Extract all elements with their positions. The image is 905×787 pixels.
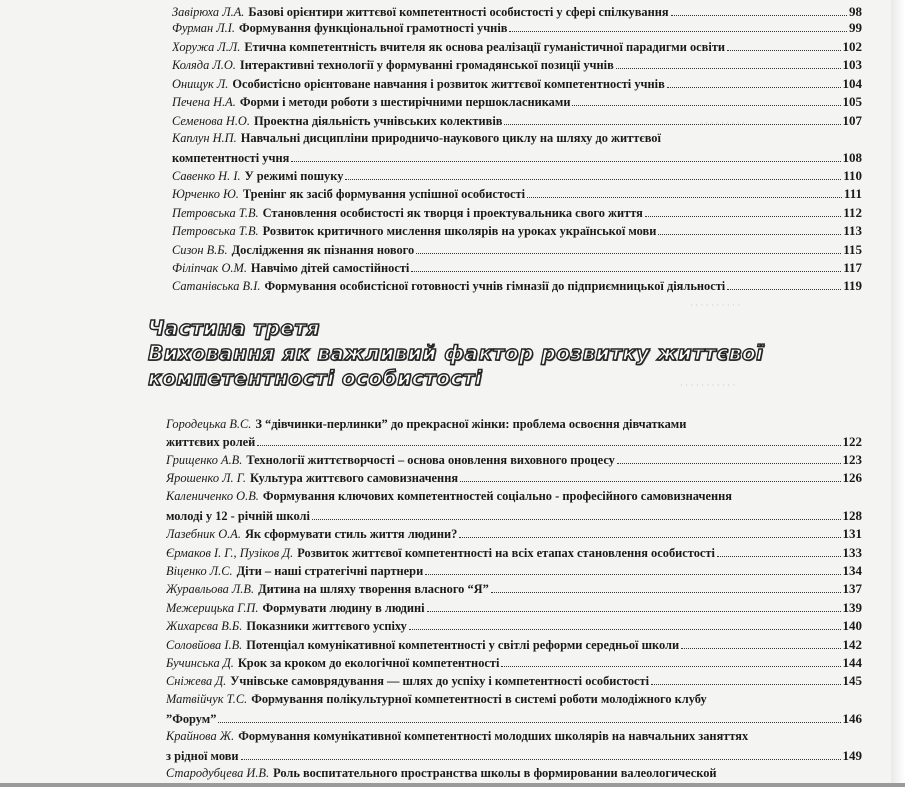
toc-author: Соловйова І.В. [166, 638, 243, 652]
toc-author: Савенко Н. І. [172, 169, 241, 183]
toc-title: Формування функціональної грамотності учнів [238, 21, 508, 35]
toc-leader-dots [460, 471, 840, 482]
toc-leader-dots [727, 279, 841, 290]
toc-page-number: 112 [843, 205, 862, 220]
bleed-through: · · · · · · · · · [700, 118, 745, 128]
toc-leader-dots [501, 656, 840, 667]
toc-page-number: 137 [842, 581, 862, 596]
toc-leader-dots [491, 582, 841, 593]
toc-page-number: 134 [842, 563, 862, 578]
toc-entry-line [166, 563, 862, 579]
toc-entry-line [172, 76, 862, 92]
toc-page-number: 115 [843, 242, 862, 257]
toc-title: Базові орієнтири життєвої компетентності особистості у сфері спілкування [248, 5, 669, 19]
toc-title: У режимі пошуку [244, 169, 344, 183]
toc-entry-line [172, 57, 862, 73]
toc-entry-line [172, 242, 862, 258]
toc-entry-line [172, 4, 862, 20]
toc-page-number: 108 [842, 150, 862, 165]
toc-title-continued: молоді у 12 - річній школі [166, 509, 310, 523]
toc-entry-line [166, 526, 862, 542]
toc-leader-dots [459, 527, 840, 538]
toc-entry-line [172, 223, 862, 239]
toc-entry-line [166, 692, 862, 707]
toc-leader-dots [616, 58, 841, 69]
toc-author: Бучинська Д. [166, 656, 234, 670]
toc-page-number: 144 [842, 655, 862, 670]
toc-entry-line [172, 278, 862, 294]
toc-title-continued: компетентності учня [172, 151, 290, 165]
toc-title: Учнівське самоврядування — шлях до успіху і компетентності особистості [230, 674, 650, 688]
toc-leader-dots [645, 206, 841, 217]
toc-leader-dots [727, 40, 840, 51]
toc-title: Розвиток життєвої компетентності на всіх етапах становлення особистості [297, 546, 715, 560]
toc-page-number: 128 [842, 508, 862, 523]
toc-title: Становлення особистості як творця і проектувальника свого життя [262, 206, 643, 220]
toc-title: З “дівчинки-перлинки” до прекрасної жінки: проблема освоєння дівчатками [255, 417, 687, 431]
toc-leader-dots [416, 243, 841, 254]
part-heading-line2: Виховання як важливий фактор розвитку життєвої [148, 341, 764, 365]
toc-title: Діти – наші стратегічні партнери [236, 564, 424, 578]
toc-title: Навчальні дисципліни природничо-наукового циклу на шляху до життєвої [240, 131, 661, 145]
toc-entry-line [166, 434, 862, 450]
toc-author: Стародубцева И.В. [166, 766, 270, 780]
toc-entry-line [172, 168, 862, 184]
toc-entry-line [172, 113, 862, 129]
toc-page-number: 119 [843, 278, 862, 293]
toc-entry-line [166, 618, 862, 634]
toc-leader-dots [509, 21, 847, 32]
toc-entry-line [166, 637, 862, 653]
toc-page-number: 103 [842, 57, 862, 72]
toc-author: Завірюха Л.А. [172, 5, 245, 19]
toc-page-number: 140 [842, 618, 862, 633]
toc-entry-line [172, 94, 862, 110]
toc-page-number: 145 [842, 673, 862, 688]
toc-page-number: 149 [842, 748, 862, 763]
toc-page-number: 139 [842, 600, 862, 615]
toc-page-number: 113 [843, 223, 862, 238]
toc-entry-line [172, 186, 862, 202]
toc-title: Тренінг як засіб формування успішної особистості [242, 187, 526, 201]
toc-leader-dots [257, 435, 840, 446]
toc-entry-line [166, 452, 862, 468]
toc-entry-line [166, 545, 862, 561]
toc-author: Онищук Л. [172, 77, 229, 91]
toc-page-number: 142 [842, 637, 862, 652]
toc-entry-line [166, 417, 862, 432]
toc-entry-line [166, 470, 862, 486]
toc-page-number: 98 [849, 4, 862, 19]
toc-page-number: 117 [843, 260, 862, 275]
toc-entry-line [172, 260, 862, 276]
toc-title: Проектна діяльність учнівських колективів [253, 114, 503, 128]
toc-title: Особистісно орієнтоване навчання і розвиток життєвої компетентності учнів [232, 77, 665, 91]
toc-author: Крайнова Ж. [166, 729, 235, 743]
toc-page-number: 122 [842, 434, 862, 449]
toc-leader-dots [425, 564, 840, 575]
toc-leader-dots [345, 169, 841, 180]
toc-title: Формування ключових компетентностей соціально - професійного самовизначення [262, 489, 732, 503]
toc-author: Печена Н.А. [172, 95, 236, 109]
toc-title: Як сформувати стиль життя людини? [244, 527, 458, 541]
toc-author: Грищенко А.В. [166, 453, 243, 467]
page-bottom-edge [0, 783, 905, 787]
toc-page-number: 102 [842, 39, 862, 54]
toc-page-number: 131 [842, 526, 862, 541]
bleed-through: · · · · · · · · · · [690, 300, 741, 310]
toc-title: Форми і методи роботи з шестирічними першокласниками [239, 95, 571, 109]
toc-title: Дослідження як пізнання нового [231, 243, 415, 257]
toc-title: Дитина на шляху творення власного “Я” [258, 582, 489, 596]
toc-title: Крок за кроком до екологічної компетентності [237, 656, 500, 670]
toc-author: Лазебник О.А. [166, 527, 241, 541]
toc-entry-line [166, 508, 862, 524]
toc-author: Єрмаков І. Г., Пузіков Д. [166, 546, 294, 560]
toc-title: Формування полікультурної компетентності в системі роботи молодіжного клубу [251, 692, 707, 706]
part-heading [148, 316, 848, 391]
toc-author: Калениченко О.В. [166, 489, 259, 503]
toc-page-number: 110 [843, 168, 862, 183]
toc-author: Сатанівська В.І. [172, 279, 261, 293]
toc-author: Каплун Н.П. [172, 131, 237, 145]
toc-page-number: 123 [842, 452, 862, 467]
toc-leader-dots [504, 114, 840, 125]
toc-entry-line [166, 748, 862, 764]
toc-author: Петровська Т.В. [172, 224, 259, 238]
toc-leader-dots [681, 638, 840, 649]
toc-author: Матвійчук Т.С. [166, 692, 248, 706]
toc-leader-dots [717, 546, 841, 557]
toc-title-continued: життєвих ролей [166, 435, 256, 449]
toc-author: Журавльова Л.В. [166, 582, 255, 596]
toc-title: Інтерактивні технології у формуванні громадянської позиції учнів [239, 58, 614, 72]
toc-entry-line [166, 673, 862, 689]
toc-page-number: 107 [842, 113, 862, 128]
toc-leader-dots [667, 77, 841, 88]
toc-leader-dots [218, 712, 840, 723]
toc-leader-dots [617, 453, 841, 464]
toc-title: Етична компетентність вчителя як основа реалізації гуманістичної парадигми освіти [244, 40, 726, 54]
toc-entry-line [166, 729, 862, 744]
toc-author: Віценко Л.С. [166, 564, 233, 578]
toc-title: Показники життєвого успіху [246, 619, 407, 633]
toc-author: Петровська Т.В. [172, 206, 259, 220]
toc-author: Юрченко Ю. [172, 187, 239, 201]
bleed-through: · · · · · · · · · · · [680, 380, 736, 390]
toc-page-number: 133 [842, 545, 862, 560]
toc-title: Потенціал комунікативної компетентності у світлі реформи середньої школи [246, 638, 680, 652]
toc-page-number: 146 [842, 711, 862, 726]
toc-title: Формування комунікативної компетентності молодших школярів на навчальних заняттях [238, 729, 749, 743]
toc-leader-dots [241, 749, 841, 760]
toc-title: Навчімо дітей самостійності [250, 261, 410, 275]
toc-author: Хоружа Л.Л. [172, 40, 241, 54]
part-heading-line1: Частина третя [148, 316, 320, 340]
part-heading-line3: компетентності особистості [148, 366, 483, 390]
toc-leader-dots [671, 5, 847, 16]
toc-entry-line [166, 600, 862, 616]
toc-entry-line [172, 131, 862, 146]
toc-entry-line [166, 655, 862, 671]
toc-entry-line [172, 20, 862, 36]
toc-leader-dots [572, 95, 840, 106]
toc-author: Філіпчак О.М. [172, 261, 247, 275]
toc-leader-dots [409, 619, 841, 630]
toc-leader-dots [651, 674, 840, 685]
toc-author: Жихарєва В.Б. [166, 619, 243, 633]
toc-leader-dots [658, 224, 841, 235]
toc-entry-line [172, 150, 862, 166]
toc-entry-line [166, 489, 862, 504]
toc-leader-dots [427, 601, 841, 612]
toc-leader-dots [411, 261, 841, 272]
toc-title: Розвиток критичного мислення школярів на уроках української мови [262, 224, 657, 238]
toc-author: Межерицька Г.П. [166, 601, 259, 615]
toc-entry-line [166, 711, 862, 727]
toc-author: Семенова Н.О. [172, 114, 250, 128]
toc-entry-line [172, 205, 862, 221]
toc-author: Сніжева Д. [166, 674, 227, 688]
toc-author: Фурман Л.І. [172, 21, 235, 35]
toc-leader-dots [312, 509, 841, 520]
toc-title: Формування особистісної готовності учнів гімназії до підприємницької діяльності [264, 279, 726, 293]
toc-title-continued: з рідної мови [166, 749, 239, 763]
toc-author: Сизон В.Б. [172, 243, 228, 257]
toc-author: Ярошенко Л. Г. [166, 471, 246, 485]
toc-title-continued: ”Форум” [166, 712, 217, 726]
toc-title: Технології життєтворчості – основа оновлення виховного процесу [246, 453, 615, 467]
toc-author: Коляда Л.О. [172, 58, 236, 72]
toc-leader-dots [527, 187, 842, 198]
toc-author: Городецька В.С. [166, 417, 252, 431]
toc-leader-dots [291, 151, 840, 162]
toc-entry-line [166, 581, 862, 597]
toc-entry-line [166, 766, 862, 781]
toc-page-number: 105 [842, 94, 862, 109]
page-edge-shadow [891, 0, 905, 787]
toc-entry-line [172, 39, 862, 55]
toc-title: Культура життєвого самовизначення [249, 471, 459, 485]
toc-title: Формувати людину в людині [262, 601, 425, 615]
toc-page-number: 111 [843, 186, 862, 201]
toc-page-number: 126 [842, 470, 862, 485]
toc-title: Роль воспитательного пространства школы в формировании валеологической [273, 766, 717, 780]
toc-page-number: 104 [842, 76, 862, 91]
toc-page-number: 99 [849, 20, 862, 35]
